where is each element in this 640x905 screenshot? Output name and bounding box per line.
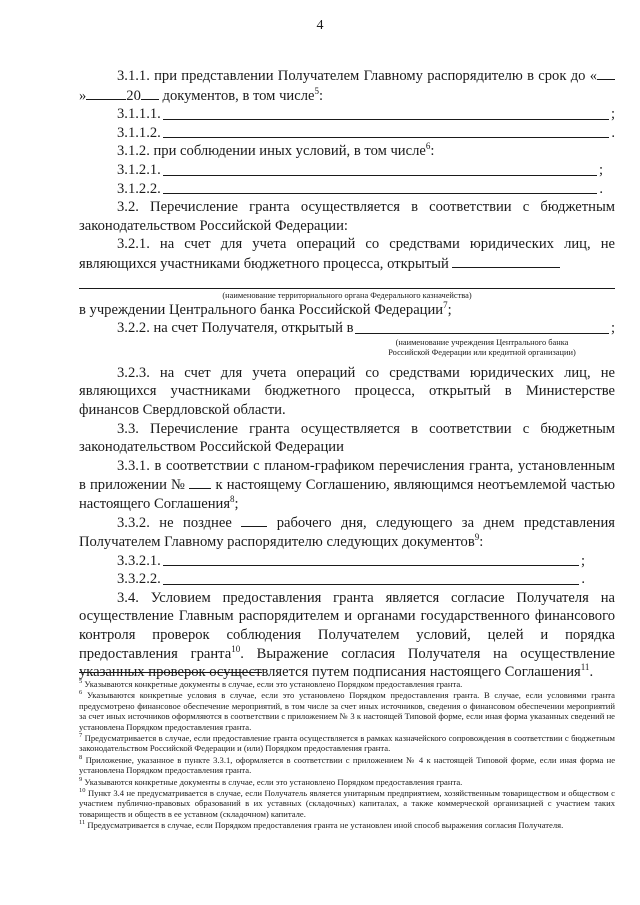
blank-line[interactable] xyxy=(452,254,560,268)
blank-line[interactable] xyxy=(355,333,608,334)
blank-line[interactable] xyxy=(163,119,609,120)
blank-day[interactable] xyxy=(597,66,615,80)
clause-3-1-1-2: 3.1.1.2. . xyxy=(117,124,615,141)
clause-3-1-2-1: 3.1.2.1. ; xyxy=(117,161,603,178)
blank-days[interactable] xyxy=(241,513,267,527)
footnote-ref: 11 xyxy=(580,662,590,673)
footnote-ref: 5 xyxy=(314,85,319,96)
clause-3-1-1: 3.1.1. при представлении Получателем Главному распорядителю в срок до «» 20 документов, в том числе$^5$: xyxy=(79,66,615,105)
blank-line[interactable] xyxy=(163,175,597,176)
clause-3-1-2: 3.1.2. при соблюдении иных условий, в том числе$^6$: xyxy=(117,141,435,160)
clause-text: 3.1.1. при представлении Получателем Главному распорядителю в срок до xyxy=(117,68,586,84)
clause-3-1-2-2: 3.1.2.2. . xyxy=(117,180,603,197)
blank-line-full[interactable] xyxy=(79,274,615,289)
blank-appendix-number[interactable] xyxy=(189,475,211,489)
clause-3-1-1-1: 3.1.1.1. ; xyxy=(117,106,615,123)
footnote: $^7$ Предусматривается в случае, если предоставление гранта осуществляется в рамках казначейского сопровождения в соответствии с бюджетным законодательством Российской Федерации и (или) Порядком предоставления гранта. xyxy=(79,732,615,754)
clause-3-2-2: 3.2.2. на счет Получателя, открытый в ; xyxy=(117,320,615,337)
footnote-ref: 7 xyxy=(443,299,448,310)
footnote: $^5$ Указываются конкретные документы в случае, если это установлено Порядком предоставления гранта. xyxy=(79,678,463,689)
footnote-ref: 9 xyxy=(474,532,480,543)
clause-3-4: 3.4. Условием предоставления гранта является согласие Получателя на осуществление Главным распорядителем и органами государственного финансового контроля проверок соблюдения Получателем условий, целей и порядка предоставления гранта$^{10}$. Выражение согласия Получателя на осуществление указанных проверок осуществляется путем подписания настоящего Соглашения$^{11}$. xyxy=(79,589,616,681)
clause-3-3: 3.3. Перечисление гранта осуществляется в соответствии с бюджетным законодательством Российской Федерации xyxy=(79,420,615,456)
blank-line[interactable] xyxy=(163,137,610,138)
clause-3-2-1-cont: в учреждении Центрального банка Российской Федерации$^7$; xyxy=(79,299,452,318)
document-body xyxy=(79,66,615,682)
footnote: $^9$ Указываются конкретные документы в случае, если это установлено Порядком предоставления гранта. xyxy=(79,775,463,787)
clause-3-3-2-2: 3.3.2.2. . xyxy=(117,571,585,588)
footnote: $^6$ Указываются конкретные условия в случае, если это установлено Порядком предоставления гранта. В случае, если условиями гранта предусмотрено финансовое обеспечение мероприятий, в том числе за счет иных источников, сведения о финансовом обеспечении мероприятий за счет иных источников оформляются в соответствии с приложением № 3 к настоящей Типовой форме, если иная форма указанных сведений не установлена Порядком предоставления гранта. xyxy=(79,689,615,732)
clause-3-2-3: 3.2.3. на счет для учета операций со средствами юридических лиц, не являющихся участниками бюджетного процесса, открытый в Министерстве финансов Свердловской области. xyxy=(79,364,615,418)
clause-3-3-2: 3.3.2. не позднее рабочего дня, следующего за днем представления Получателем Главному распорядителю следующих документов$^9$: xyxy=(79,515,615,551)
footnote-ref: 8 xyxy=(230,494,235,505)
footnote-ref: 6 xyxy=(425,141,431,152)
footnote-separator xyxy=(79,672,262,673)
blank-line[interactable] xyxy=(163,584,580,585)
footnote-ref: 10 xyxy=(231,643,241,654)
footnote: $^{10}$ Пункт 3.4 не предусматривается в случае, если Получатель является унитарным предприятием, хозяйственным товариществом и обществом с участием публично-правовых образований в их уставных (складочных) капиталах, а также коммерческой организацией с участием таких товариществ и обществ в ее уставном (складочном) капитале. xyxy=(79,787,615,819)
footnote: $^8$ Приложение, указанное в пункте 3.3.1, оформляется в соответствии с приложением № 4 к настоящей Типовой форме, если иная форма не установлена Порядком предоставления гранта. xyxy=(79,753,616,776)
clause-3-3-2-1: 3.3.2.1. ; xyxy=(117,552,585,569)
page-number: 4 xyxy=(316,18,324,33)
footnotes xyxy=(79,672,615,832)
caption-treasury: (наименование территориального органа Федерального казначейства) xyxy=(222,290,472,300)
blank-month[interactable] xyxy=(86,86,126,100)
clause-3-2-1: 3.2.1. на счет для учета операций со средствами юридических лиц, не являющихся участниками бюджетного процесса, открытый xyxy=(79,236,615,272)
caption-bank: (наименование учреждения Центрального банка Российской Федерации или кредитной организации) xyxy=(388,337,576,357)
blank-line[interactable] xyxy=(163,193,598,194)
blank-year[interactable] xyxy=(141,86,159,100)
footnote: $^{11}$ Предусматривается в случае, если Порядком предоставления гранта не установлен иной способ выражения согласия Получателя. xyxy=(79,819,564,831)
clause-3-3-1: 3.3.1. в соответствии с планом-графиком перечисления гранта, установленным в приложении № к настоящему Соглашению, являющимся неотъемлемой частью настоящего Соглашения$^8$; xyxy=(79,457,616,512)
blank-line[interactable] xyxy=(163,565,579,566)
clause-3-2: 3.2. Перечисление гранта осуществляется в соответствии с бюджетным законодательством Российской Федерации: xyxy=(79,199,615,234)
